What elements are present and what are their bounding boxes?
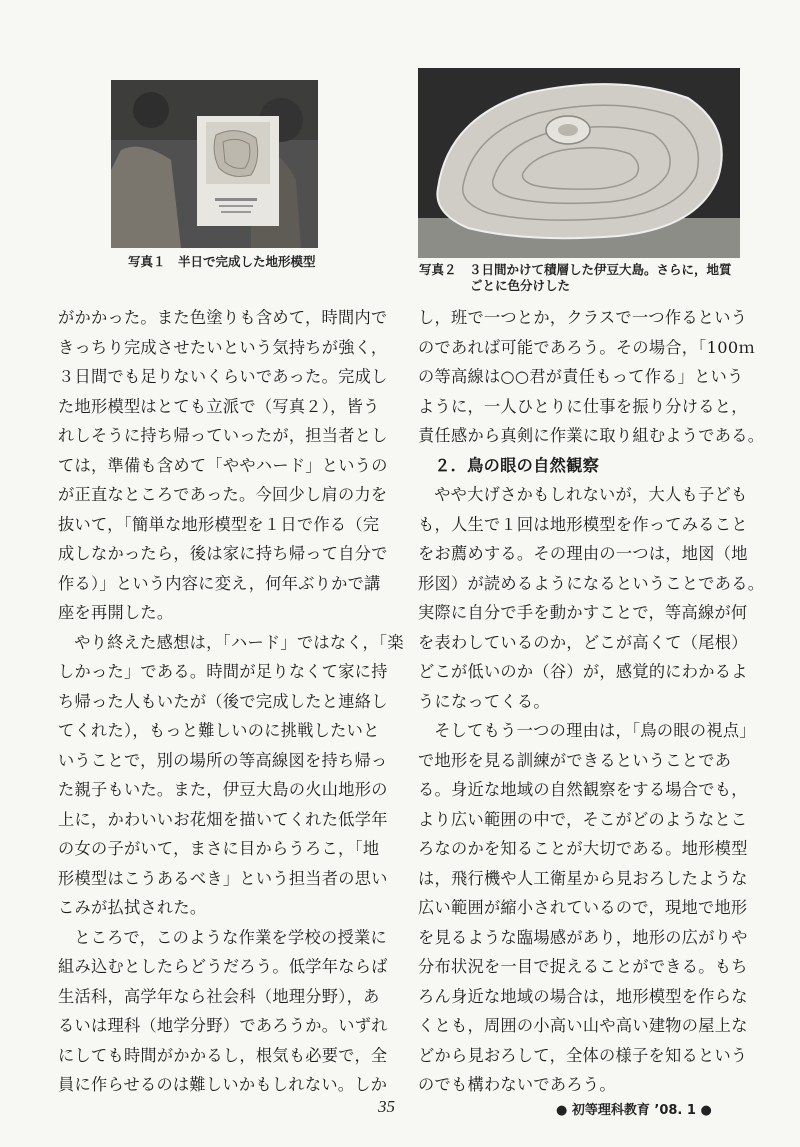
- photo2-caption-line2: ごとに色分けした: [470, 278, 571, 293]
- text-line: しかった」である。時間が足りなくて家に持: [58, 662, 388, 681]
- text-line: た地形模型はとても立派で（写真２），皆う: [58, 396, 380, 416]
- text-line: 組み込むとしたらどうだろう。低学年ならば: [58, 957, 388, 976]
- text-line: の等高線は○○君が責任もって作る」という: [418, 367, 744, 386]
- text-line: ろなのかを知ることが大切である。地形模型: [418, 839, 748, 858]
- section-heading: ２．鳥の眼の自然観察: [434, 455, 600, 475]
- text-line: にしても時間がかかるし，根気も必要で，全: [58, 1045, 388, 1065]
- text-line: 実際に自分で手を動かすことで，等高線が何: [418, 603, 748, 622]
- text-line: 責任感から真剣に作業に取り組むようである。: [418, 426, 765, 445]
- text-line: ては，準備も含めて「ややハード」というの: [58, 455, 388, 475]
- text-line: で地形を見る訓練ができるということであ: [418, 750, 732, 770]
- text-line: 形図）が読めるようになるということである。: [418, 573, 765, 593]
- journal-footer: ● 初等理科教育 ’08. 1 ●: [556, 1103, 712, 1118]
- left-column: [58, 303, 404, 1100]
- text-line: の女の子がいて，まさに目からうろこ，「地: [58, 839, 380, 858]
- text-line: 成しなかったら，後は家に持ち帰って自分で: [58, 544, 388, 563]
- text-line: れしそうに持ち帰っていったが，担当者とし: [58, 426, 388, 445]
- photo2-caption-line1: 写真２ ３日間かけて積層した伊豆大島。さらに，地質: [419, 262, 732, 277]
- text-line: る。身近な地域の自然観察をする場合でも，: [418, 780, 748, 799]
- text-line: た親子もいた。また，伊豆大島の火山地形の: [58, 780, 388, 799]
- text-line: を表わしているのか，どこが高くて（尾根）: [418, 632, 748, 652]
- text-line: し，班で一つとか，クラスで一つ作るという: [418, 308, 748, 327]
- text-line: 作る）」という内容に変え，何年ぶりかで講: [58, 573, 381, 593]
- photo-izu-oshima-model: [418, 68, 740, 258]
- text-line: のであれば可能であろう。その場合，「100ｍ: [418, 337, 755, 357]
- text-line: は，飛行機や人工衛星から見おろしたような: [418, 868, 748, 888]
- text-line: そしてもう一つの理由は，「鳥の眼の視点」: [434, 721, 756, 740]
- text-line: 形模型はこうあるべき」という担当者の思い: [58, 868, 388, 888]
- text-line: 分布状況を一目で捉えることができる。もち: [418, 957, 748, 976]
- text-line: より広い範囲の中で，そこがどのようなとこ: [418, 809, 748, 829]
- text-line: も，人生で１回は地形模型を作ってみること: [418, 514, 748, 534]
- text-line: やり終えた感想は，「ハード」ではなく，「楽: [74, 632, 404, 652]
- photo2-caption: [419, 262, 732, 294]
- text-line: くとも，周囲の小高い山や高い建物の屋上な: [418, 1016, 748, 1035]
- text-line: のでも構わないであろう。: [418, 1075, 616, 1094]
- text-line: が正直なところであった。今回少し肩の力を: [58, 485, 388, 504]
- photo1-caption: 写真１ 半日で完成した地形模型: [128, 254, 316, 269]
- page-number: 35: [378, 1097, 395, 1116]
- text-line: ろん身近な地域の場合は，地形模型を作らな: [418, 986, 748, 1006]
- text-line: きっちり完成させたいという気持ちが強く，: [58, 337, 388, 357]
- text-line: どから見おろして，全体の様子を知るという: [418, 1045, 748, 1065]
- text-line: 抜いて，「簡単な地形模型を１日で作る（完: [58, 514, 380, 534]
- text-line: てくれた），もっと難しいのに挑戦したいと: [58, 721, 380, 740]
- text-line: どこが低いのか（谷）が，感覚的にわかるよ: [418, 662, 748, 681]
- text-line: 広い範囲が縮小されているので，現地で地形: [418, 898, 748, 917]
- text-line: 座を再開した。: [58, 603, 174, 622]
- text-line: 上に，かわいいお花畑を描いてくれた低学年: [58, 809, 388, 829]
- text-line: うになってくる。: [418, 691, 550, 711]
- text-line: やや大げさかもしれないが，大人も子ども: [434, 485, 748, 504]
- text-line: を見るような臨場感があり，地形の広がりや: [418, 927, 748, 947]
- photo-terrain-model-child: [111, 80, 318, 248]
- text-line: るいは理科（地学分野）であろうか。いずれ: [58, 1016, 388, 1035]
- text-line: をお薦めする。その理由の一つは，地図（地: [418, 544, 748, 563]
- text-line: ように，一人ひとりに仕事を振り分けると，: [418, 396, 748, 416]
- text-line: こみが払拭された。: [58, 898, 207, 917]
- right-column: [418, 303, 765, 1100]
- text-line: 生活科，高学年なら社会科（地理分野），あ: [58, 986, 380, 1006]
- photo2-illustration: [418, 68, 740, 258]
- text-line: ３日間でも足りないくらいであった。完成し: [58, 367, 388, 386]
- text-line: ところで，このような作業を学校の授業に: [74, 927, 387, 947]
- text-line: いうことで，別の場所の等高線図を持ち帰っ: [58, 750, 388, 770]
- text-line: がかかった。また色塗りも含めて，時間内で: [58, 308, 388, 327]
- text-line: 員に作らせるのは難しいかもしれない。しか: [58, 1075, 388, 1094]
- photo1-illustration: [111, 80, 318, 248]
- text-line: ち帰った人もいたが（後で完成したと連絡し: [58, 691, 388, 711]
